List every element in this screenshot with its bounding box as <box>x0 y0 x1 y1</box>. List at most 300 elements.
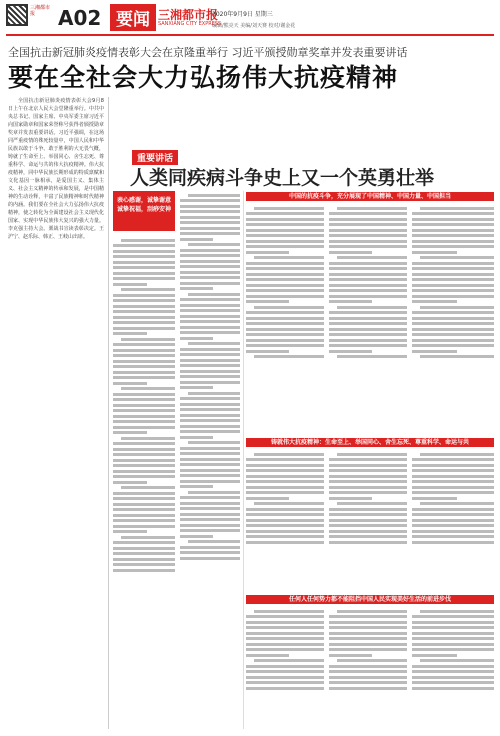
text-line <box>246 519 324 522</box>
text-line <box>180 557 240 560</box>
text-line <box>337 453 407 456</box>
editors-line: 编辑/熊亮天 美编/刘天赛 校对/谢金花 <box>212 23 296 29</box>
text-line <box>246 626 324 629</box>
text-line <box>246 665 324 668</box>
text-line <box>254 659 324 662</box>
headline-title: 要在全社会大力弘扬伟大抗疫精神 <box>8 63 399 92</box>
text-line <box>246 300 289 303</box>
text-line <box>246 670 324 673</box>
text-line <box>329 251 372 254</box>
text-line <box>412 535 494 538</box>
text-line <box>329 229 407 232</box>
text-line <box>188 293 240 296</box>
text-line <box>188 194 240 197</box>
text-line <box>180 375 240 378</box>
text-line <box>329 626 407 629</box>
text-line <box>113 332 147 335</box>
text-line <box>412 458 494 461</box>
brand-logo: 三湘都市报 <box>158 8 219 22</box>
text-line <box>246 458 324 461</box>
text-line <box>329 541 407 544</box>
text-line <box>246 524 324 527</box>
text-line <box>254 256 324 259</box>
text-line <box>188 243 240 246</box>
text-line <box>113 497 175 500</box>
text-line <box>113 255 175 258</box>
text-line <box>246 284 324 287</box>
text-line <box>113 475 175 478</box>
text-line <box>412 251 457 254</box>
text-line <box>412 497 457 500</box>
text-line <box>180 529 240 532</box>
article-column <box>329 204 407 434</box>
text-line <box>180 463 240 466</box>
text-line <box>420 659 494 662</box>
text-line <box>246 676 324 679</box>
text-line <box>329 240 407 243</box>
text-line <box>329 497 372 500</box>
text-line <box>180 227 240 230</box>
text-line <box>113 519 175 522</box>
text-line <box>113 343 175 346</box>
text-line <box>337 502 407 505</box>
text-line <box>329 458 407 461</box>
text-line <box>329 262 407 265</box>
text-line <box>180 474 240 477</box>
text-line <box>121 486 175 489</box>
text-line <box>113 376 175 379</box>
text-line <box>329 643 407 646</box>
text-line <box>412 676 494 679</box>
text-line <box>113 409 175 412</box>
text-line <box>329 491 407 494</box>
article-left-column <box>8 97 104 729</box>
text-line <box>180 359 240 362</box>
text-line <box>412 681 494 684</box>
text-line <box>246 632 324 635</box>
text-line <box>180 370 240 373</box>
text-line <box>246 234 324 237</box>
text-line <box>113 547 175 550</box>
text-line <box>180 232 240 235</box>
text-line <box>113 250 175 253</box>
text-line <box>113 459 175 462</box>
text-line <box>337 610 407 613</box>
text-line <box>180 447 240 450</box>
text-line <box>329 621 407 624</box>
text-line <box>180 386 213 389</box>
text-line <box>329 339 407 342</box>
text-line <box>412 328 494 331</box>
text-line <box>329 632 407 635</box>
text-line <box>180 337 213 340</box>
text-line <box>113 442 175 445</box>
text-line <box>412 273 494 276</box>
text-line <box>246 535 324 538</box>
text-line <box>180 348 240 351</box>
text-line <box>113 283 147 286</box>
text-line <box>180 216 240 219</box>
text-line <box>113 244 175 247</box>
text-line <box>180 524 240 527</box>
text-line <box>113 448 175 451</box>
brand-subtitle: SANXIANG CITY EXPRESS <box>158 21 222 27</box>
text-line <box>329 513 407 516</box>
text-line <box>180 276 240 279</box>
text-line <box>180 238 213 241</box>
text-line <box>180 353 240 356</box>
text-line <box>180 271 240 274</box>
text-line <box>113 299 175 302</box>
text-line <box>329 475 407 478</box>
text-line <box>412 229 494 232</box>
text-line <box>329 289 407 292</box>
text-line <box>113 382 147 385</box>
text-line <box>113 371 175 374</box>
text-line <box>329 615 407 618</box>
article-column <box>246 450 324 591</box>
text-line <box>180 414 240 417</box>
text-line <box>113 514 175 517</box>
text-line <box>412 262 494 265</box>
text-line <box>121 536 175 539</box>
text-line <box>329 284 407 287</box>
text-line <box>246 245 324 248</box>
text-line <box>246 322 324 325</box>
text-line <box>113 503 175 506</box>
text-line <box>246 654 289 657</box>
text-line <box>180 425 240 428</box>
text-line <box>412 311 494 314</box>
text-line <box>420 502 494 505</box>
text-line <box>329 681 407 684</box>
text-line <box>329 267 407 270</box>
text-line <box>412 541 494 544</box>
text-line <box>412 218 494 221</box>
text-line <box>329 350 372 353</box>
article-column <box>246 204 324 434</box>
article-column <box>412 450 494 591</box>
text-line <box>246 317 324 320</box>
text-line <box>188 392 240 395</box>
text-line <box>329 344 407 347</box>
text-line <box>180 298 240 301</box>
text-line <box>246 350 289 353</box>
text-line <box>246 637 324 640</box>
text-line <box>412 469 494 472</box>
text-line <box>329 278 407 281</box>
text-line <box>412 670 494 673</box>
text-line <box>113 420 175 423</box>
text-line <box>412 480 494 483</box>
text-line <box>180 221 240 224</box>
text-line <box>246 278 324 281</box>
text-line <box>254 453 324 456</box>
text-line <box>113 464 175 467</box>
column-divider <box>243 191 244 729</box>
article-column <box>329 450 407 591</box>
text-line <box>180 304 240 307</box>
text-line <box>246 240 324 243</box>
text-line <box>412 295 494 298</box>
text-line <box>180 381 240 384</box>
text-line <box>412 322 494 325</box>
text-line <box>180 546 240 549</box>
text-line <box>180 551 240 554</box>
text-line <box>180 265 240 268</box>
text-line <box>412 317 494 320</box>
text-line <box>246 464 324 467</box>
text-line <box>412 621 494 624</box>
text-line <box>113 404 175 407</box>
text-line <box>246 508 324 511</box>
text-line <box>329 670 407 673</box>
text-line <box>113 541 175 544</box>
column-divider <box>108 97 109 729</box>
text-line <box>180 309 240 312</box>
text-line <box>113 426 175 429</box>
text-line <box>180 326 240 329</box>
text-line <box>337 256 407 259</box>
text-line <box>246 339 324 342</box>
text-line <box>113 393 175 396</box>
text-line <box>113 305 175 308</box>
text-line <box>188 342 240 345</box>
text-line <box>246 530 324 533</box>
text-line <box>412 339 494 342</box>
text-line <box>246 486 324 489</box>
section-band: 中国的抗疫斗争，充分展现了中国精神、中国力量、中国担当 <box>246 192 494 201</box>
paper-name: 三湘都市报 <box>30 5 51 17</box>
text-line <box>113 552 175 555</box>
text-line <box>113 354 175 357</box>
text-line <box>246 212 324 215</box>
text-line <box>412 648 494 651</box>
text-line <box>329 295 407 298</box>
text-line <box>412 475 494 478</box>
text-line <box>329 300 372 303</box>
section-band: 铸就伟大抗疫精神：生命至上、举国同心、舍生忘死、尊重科学、命运与共 <box>246 438 494 447</box>
text-line <box>113 316 175 319</box>
text-line <box>180 320 240 323</box>
text-line <box>113 327 175 330</box>
text-line <box>329 519 407 522</box>
text-line <box>121 387 175 390</box>
text-line <box>412 524 494 527</box>
text-line <box>412 333 494 336</box>
text-line <box>412 464 494 467</box>
text-line <box>420 256 494 259</box>
text-line <box>329 234 407 237</box>
headline-subtitle: 全国抗击新冠肺炎疫情表彰大会在京隆重举行 习近平颁授勋章奖章并发表重要讲话 <box>8 46 408 59</box>
text-line <box>180 315 240 318</box>
text-line <box>180 254 240 257</box>
text-line <box>113 261 175 264</box>
text-line <box>180 507 240 510</box>
text-line <box>329 333 407 336</box>
text-line <box>329 212 407 215</box>
text-line <box>337 207 407 210</box>
text-line <box>412 643 494 646</box>
text-line <box>329 648 407 651</box>
text-line <box>412 665 494 668</box>
text-line <box>113 360 175 363</box>
text-line <box>329 480 407 483</box>
text-line <box>246 687 324 690</box>
text-line <box>246 289 324 292</box>
text-line <box>180 331 240 334</box>
text-line <box>329 218 407 221</box>
text-line <box>246 333 324 336</box>
header-rule <box>6 34 494 36</box>
text-line <box>246 621 324 624</box>
text-line <box>329 223 407 226</box>
text-line <box>180 496 240 499</box>
text-line <box>113 266 175 269</box>
text-line <box>246 328 324 331</box>
text-line <box>246 513 324 516</box>
text-line <box>329 530 407 533</box>
text-line <box>412 637 494 640</box>
text-line <box>412 513 494 516</box>
text-line <box>412 240 494 243</box>
text-line <box>412 223 494 226</box>
text-line <box>254 502 324 505</box>
issue-date: 2020年9月9日 星期三 <box>212 11 273 18</box>
text-line <box>329 311 407 314</box>
article-middle-column-2 <box>180 191 240 729</box>
text-line <box>113 277 175 280</box>
text-line <box>337 659 407 662</box>
text-line <box>412 519 494 522</box>
article-column <box>246 607 324 729</box>
text-line <box>420 306 494 309</box>
text-line <box>180 419 240 422</box>
text-line <box>180 535 213 538</box>
page-header <box>0 0 500 40</box>
text-line <box>412 350 457 353</box>
qr-code-icon <box>6 4 28 26</box>
text-line <box>180 458 240 461</box>
text-line <box>412 212 494 215</box>
text-line <box>188 441 240 444</box>
text-line <box>180 397 240 400</box>
text-line <box>246 295 324 298</box>
text-line <box>188 540 240 543</box>
text-line <box>412 626 494 629</box>
text-line <box>180 210 240 213</box>
text-line <box>113 558 175 561</box>
text-line <box>180 502 240 505</box>
text-line <box>113 508 175 511</box>
text-line <box>113 321 175 324</box>
text-line <box>113 453 175 456</box>
text-line <box>329 637 407 640</box>
text-line <box>113 349 175 352</box>
text-line <box>254 306 324 309</box>
text-line <box>113 530 147 533</box>
text-line <box>188 491 240 494</box>
text-line <box>180 199 240 202</box>
text-line <box>329 486 407 489</box>
text-line <box>246 541 324 544</box>
text-line <box>329 687 407 690</box>
text-line <box>254 610 324 613</box>
text-line <box>113 365 175 368</box>
text-line <box>412 289 494 292</box>
text-line <box>113 310 175 313</box>
text-line <box>329 328 407 331</box>
text-line <box>412 687 494 690</box>
text-line <box>329 676 407 679</box>
article-column <box>329 607 407 729</box>
pull-quote-box: 表心感谢，诚挚谢意 诚挚祝福，刮痧安神 <box>113 191 175 231</box>
text-line <box>329 508 407 511</box>
text-line <box>412 245 494 248</box>
text-line <box>180 205 240 208</box>
text-line <box>180 513 240 516</box>
text-line <box>180 436 213 439</box>
text-line <box>412 508 494 511</box>
text-line <box>412 491 494 494</box>
text-line <box>113 431 147 434</box>
feature-title: 人类同疾病斗争史上又一个英勇壮举 <box>130 167 435 189</box>
text-line <box>246 218 324 221</box>
text-line <box>329 317 407 320</box>
text-line <box>180 408 240 411</box>
text-line <box>113 415 175 418</box>
text-line <box>121 437 175 440</box>
text-line <box>329 524 407 527</box>
text-line <box>246 229 324 232</box>
text-line <box>180 260 240 263</box>
text-line <box>113 492 175 495</box>
article-column <box>412 204 494 434</box>
text-line <box>246 681 324 684</box>
text-line <box>337 355 407 358</box>
text-line <box>246 491 324 494</box>
text-line <box>412 267 494 270</box>
text-line <box>329 469 407 472</box>
text-line <box>180 480 240 483</box>
text-line <box>113 272 175 275</box>
text-line <box>180 485 213 488</box>
text-line <box>246 497 289 500</box>
text-line <box>329 464 407 467</box>
text-line <box>246 615 324 618</box>
text-line <box>246 648 324 651</box>
text-line <box>412 234 494 237</box>
text-line <box>420 207 494 210</box>
text-line <box>246 344 324 347</box>
text-line <box>246 643 324 646</box>
text-line <box>329 654 372 657</box>
text-line <box>254 207 324 210</box>
text-line <box>180 282 240 285</box>
text-line <box>412 300 457 303</box>
text-line <box>113 563 175 566</box>
text-line <box>246 480 324 483</box>
text-line <box>246 223 324 226</box>
text-line <box>420 453 494 456</box>
text-line <box>113 525 175 528</box>
text-line <box>180 469 240 472</box>
text-line <box>246 267 324 270</box>
text-line <box>121 239 175 242</box>
text-line <box>246 273 324 276</box>
text-line <box>412 284 494 287</box>
text-line <box>412 486 494 489</box>
